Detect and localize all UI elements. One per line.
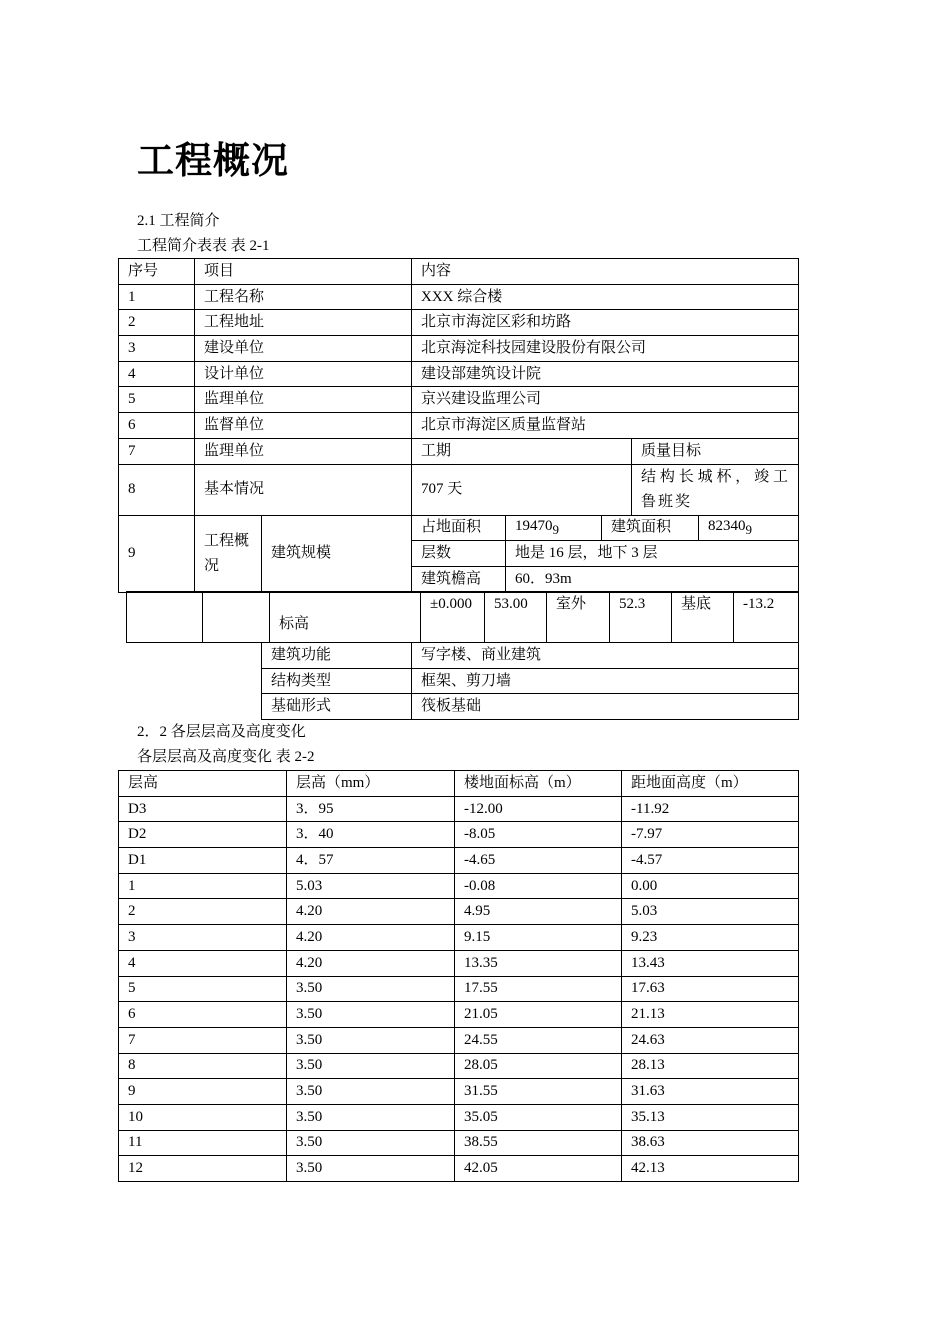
table-cell: D3 [119, 796, 287, 822]
table-cell: 3.50 [287, 1027, 455, 1053]
table-cell: 6 [119, 1002, 287, 1028]
table-row [119, 387, 799, 413]
outdoor-label: 室外 [547, 592, 610, 643]
function-value: 写字楼、商业建筑 [412, 643, 799, 669]
row-number: 8 [119, 464, 195, 515]
table-cell: 8 [119, 1053, 287, 1079]
elevation-value: 53.00 [485, 592, 547, 643]
table-row [119, 950, 799, 976]
table-cell: 3.50 [287, 1079, 455, 1105]
table-cell: 3.50 [287, 1053, 455, 1079]
table-row [119, 848, 799, 874]
table-row [262, 643, 799, 669]
table-cell: 3．40 [287, 822, 455, 848]
land-area-value [506, 515, 602, 541]
floor-area-value [699, 515, 799, 541]
table-header-row [119, 771, 799, 797]
project-overview-table [118, 258, 799, 593]
table-cell: 24.63 [622, 1027, 799, 1053]
table-row [119, 925, 799, 951]
table-cell: 11 [119, 1130, 287, 1156]
table-cell: -8.05 [455, 822, 622, 848]
section-heading-2: 2．2 各层层高及高度变化 [137, 724, 306, 740]
table-cell: -7.97 [622, 822, 799, 848]
table-cell: 28.13 [622, 1053, 799, 1079]
table-row [119, 1156, 799, 1182]
row-sub-item: 建筑规模 [262, 515, 412, 592]
row-content: XXX 综合楼 [412, 284, 799, 310]
table-cell: 3.50 [287, 1156, 455, 1182]
row-content: 北京市海淀区质量监督站 [412, 413, 799, 439]
row-number: 9 [119, 515, 195, 592]
floor-area-label: 建筑面积 [602, 515, 699, 541]
elevation-label: 标高 [270, 592, 421, 643]
function-label: 建筑功能 [262, 643, 412, 669]
schedule-value: 707 天 [412, 464, 632, 515]
table-cell: 35.05 [455, 1104, 622, 1130]
schedule-label: 工期 [412, 438, 632, 464]
row-number: 4 [119, 361, 195, 387]
table-row [262, 694, 799, 720]
header-cell: 层高（mm） [287, 771, 455, 797]
table-cell: 13.35 [455, 950, 622, 976]
base-label: 基底 [672, 592, 734, 643]
table-cell: 4.20 [287, 925, 455, 951]
table-cell: 3 [119, 925, 287, 951]
row-content: 北京市海淀区彩和坊路 [412, 310, 799, 336]
table-cell: 4 [119, 950, 287, 976]
table-row [119, 310, 799, 336]
table-row [119, 1104, 799, 1130]
table-caption-1: 工程简介表表 表 2-1 [137, 238, 270, 254]
floors-value: 地是 16 层，地下 3 层 [506, 541, 799, 567]
page-title: 工程概况 [137, 139, 289, 182]
table-row [119, 873, 799, 899]
table-row [119, 1079, 799, 1105]
table-cell: -12.00 [455, 796, 622, 822]
row-content: 建设部建筑设计院 [412, 361, 799, 387]
table-row [119, 976, 799, 1002]
table-cell: 3.50 [287, 1130, 455, 1156]
table-cell: -11.92 [622, 796, 799, 822]
base-value: -13.2 [734, 592, 799, 643]
table-cell: -0.08 [455, 873, 622, 899]
table-cell: 21.05 [455, 1002, 622, 1028]
table-row [119, 361, 799, 387]
table-cell: 17.55 [455, 976, 622, 1002]
table-cell: 3.50 [287, 1104, 455, 1130]
table-cell: 4．57 [287, 848, 455, 874]
table-cell: 2 [119, 899, 287, 925]
empty-cell [203, 592, 270, 643]
table-row [119, 413, 799, 439]
row-item: 工程概况 [195, 515, 262, 592]
table-cell: 17.63 [622, 976, 799, 1002]
building-info-table [261, 642, 799, 720]
row-item: 监督单位 [195, 413, 412, 439]
table-cell: 5 [119, 976, 287, 1002]
table-cell: 4.20 [287, 899, 455, 925]
table-cell: 10 [119, 1104, 287, 1130]
table-cell: 9.23 [622, 925, 799, 951]
land-area-label: 占地面积 [412, 515, 506, 541]
table-row [119, 899, 799, 925]
table-caption-2: 各层层高及高度变化 表 2-2 [137, 749, 315, 765]
table-cell: 5.03 [622, 899, 799, 925]
table-cell: D2 [119, 822, 287, 848]
row-number: 2 [119, 310, 195, 336]
table-cell: 28.05 [455, 1053, 622, 1079]
table-cell: 9.15 [455, 925, 622, 951]
table-cell: 3.50 [287, 1002, 455, 1028]
table-cell: -4.65 [455, 848, 622, 874]
outdoor-value: 52.3 [610, 592, 672, 643]
foundation-label: 基础形式 [262, 694, 412, 720]
table-row [119, 438, 799, 464]
row-number: 3 [119, 336, 195, 362]
header-cell: 内容 [412, 259, 799, 285]
floors-label: 层数 [412, 541, 506, 567]
table-cell: 12 [119, 1156, 287, 1182]
table-cell: 3.50 [287, 976, 455, 1002]
table-cell: 42.05 [455, 1156, 622, 1182]
table-row [119, 515, 799, 541]
table-cell: 3．95 [287, 796, 455, 822]
table-cell: D1 [119, 848, 287, 874]
table-row [119, 284, 799, 310]
row-item: 工程地址 [195, 310, 412, 336]
header-cell: 序号 [119, 259, 195, 285]
foundation-value: 筏板基础 [412, 694, 799, 720]
table-cell: 21.13 [622, 1002, 799, 1028]
table-row [119, 464, 799, 515]
header-cell: 层高 [119, 771, 287, 797]
table-row [119, 336, 799, 362]
floor-area-unit: 9 [745, 521, 753, 537]
floor-height-table [118, 770, 799, 1182]
table-row [119, 796, 799, 822]
quality-target-label: 质量目标 [632, 438, 799, 464]
table-cell: 5.03 [287, 873, 455, 899]
row-number: 7 [119, 438, 195, 464]
structure-value: 框架、剪刀墙 [412, 668, 799, 694]
table-row [119, 1130, 799, 1156]
row-number: 6 [119, 413, 195, 439]
table-header-row [119, 259, 799, 285]
table-cell: 7 [119, 1027, 287, 1053]
table-cell: 0.00 [622, 873, 799, 899]
table-cell: 38.63 [622, 1130, 799, 1156]
table-cell: 24.55 [455, 1027, 622, 1053]
structure-label: 结构类型 [262, 668, 412, 694]
row-number: 5 [119, 387, 195, 413]
elevation-row [127, 592, 799, 643]
table-row [262, 668, 799, 694]
header-cell: 楼地面标高（m） [455, 771, 622, 797]
row-item: 监理单位 [195, 438, 412, 464]
quality-target-value: 结构长城杯，竣工鲁班奖 [632, 464, 799, 515]
row-number: 1 [119, 284, 195, 310]
row-content: 京兴建设监理公司 [412, 387, 799, 413]
header-cell: 项目 [195, 259, 412, 285]
empty-cell [127, 592, 203, 643]
table-row [119, 1002, 799, 1028]
eave-height-label: 建筑檐高 [412, 566, 506, 592]
eave-height-value: 60．93m [506, 566, 799, 592]
table-cell: 31.55 [455, 1079, 622, 1105]
table-cell: 1 [119, 873, 287, 899]
table-cell: 9 [119, 1079, 287, 1105]
section-heading-1: 2.1 工程简介 [137, 213, 220, 229]
land-area-number: 19470 [515, 517, 553, 534]
row-item: 基本情况 [195, 464, 412, 515]
table-cell: 31.63 [622, 1079, 799, 1105]
floor-area-number: 82340 [708, 517, 746, 534]
table-cell: 13.43 [622, 950, 799, 976]
table-cell: 4.95 [455, 899, 622, 925]
elevation-zero: ±0.000 [421, 592, 485, 643]
table-row [119, 1053, 799, 1079]
land-area-unit: 9 [552, 521, 560, 537]
table-cell: -4.57 [622, 848, 799, 874]
row-item: 监理单位 [195, 387, 412, 413]
row-content: 北京海淀科技园建设股份有限公司 [412, 336, 799, 362]
table-row [119, 1027, 799, 1053]
elevation-table [126, 591, 799, 643]
table-cell: 4.20 [287, 950, 455, 976]
row-item: 工程名称 [195, 284, 412, 310]
row-item: 设计单位 [195, 361, 412, 387]
table-cell: 38.55 [455, 1130, 622, 1156]
header-cell: 距地面高度（m） [622, 771, 799, 797]
row-item: 建设单位 [195, 336, 412, 362]
table-row [119, 822, 799, 848]
table-cell: 42.13 [622, 1156, 799, 1182]
table-cell: 35.13 [622, 1104, 799, 1130]
